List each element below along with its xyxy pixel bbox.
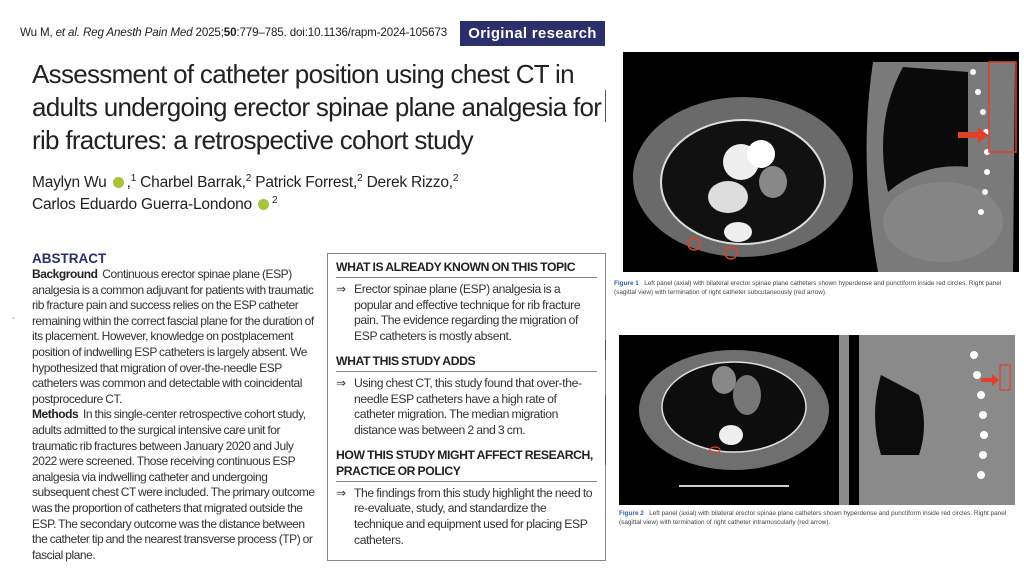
author: Derek Rizzo, [366, 174, 453, 191]
key-heading: WHAT IS ALREADY KNOWN ON THIS TOPIC [336, 260, 597, 278]
sagittal-ct-panel [853, 52, 1019, 272]
figure-2-ct-image[interactable] [619, 335, 1015, 505]
figure-1-ct-image[interactable] [623, 52, 1019, 272]
arrow-icon: ⇒ [336, 375, 346, 390]
column-divider [605, 340, 606, 360]
abstract-background: Continuous erector spinae plane (ESP) analgesia is a common adjuvant for patients with traumatic rib fracture pain and success relies on the ESP catheter remaining within the correct fascial plane for the duration of its placement. However, knowledge on postplacement position of indwelling ESP catheters is largely absent. We hypothesized that migration of over-the-needle ESP catheters was common and detectable with coincidental postprocedure CT. [32, 267, 314, 406]
figure-2-caption: Figure 2 Left panel (axial) with bilateral erector spinae plane catheters shown hyperdense and punctiform inside red circles. Right panel (sagittal view) with termination of right catheter intramuscularly (red arrow). [619, 510, 1007, 526]
sagittal-ct-panel [839, 335, 1015, 505]
citation: Wu M, et al. Reg Anesth Pain Med 2025;50:779–785. doi:10.1136/rapm-2024-105673 [20, 26, 448, 39]
orcid-icon[interactable] [258, 199, 269, 210]
abstract-methods: In this single-center retrospective cohort study, adults admitted to the surgical intensive care unit for traumatic rib fractures between January 2020 and July 2022 were screened. Those receiving continuous ESP analgesia via indwelling catheter and undergoing subsequent chest CT were included. The primary outcome was the proportion of catheters that migrated outside the ESP. The secondary outcome was the distance between the catheter tip and the nearest transverse process (TP) or fascial plane. [32, 407, 315, 562]
key-messages-box [327, 253, 606, 561]
author: Charbel Barrak, [140, 174, 246, 191]
key-heading: WHAT THIS STUDY ADDS [336, 354, 597, 372]
author: Maylyn Wu [32, 174, 107, 191]
axial-ct-panel [639, 350, 829, 487]
axial-ct-panel [633, 97, 853, 259]
author: Patrick Forrest, [255, 174, 358, 191]
orcid-icon[interactable] [113, 177, 124, 188]
key-text: Erector spinae plane (ESP) analgesia is a popular and effective technique for rib fracture pain. The evidence regarding the migration of ESP catheters is mostly absent. [354, 281, 581, 344]
column-divider [605, 395, 606, 465]
abstract-heading: ABSTRACT [32, 251, 107, 266]
article-type-badge: Original research [460, 21, 605, 46]
article-title: Assessment of catheter position using chest CT in adults undergoing erector spinae plane analgesia for rib fractures: a retrospective cohort study [32, 59, 602, 155]
figure-1-caption: Figure 1 Left panel (axial) with bilateral erector spinae plane catheters shown hyperdense and punctiform inside red circles. Right panel (sagittal view) with termination of right catheter subcutaneously (red arrow). [614, 280, 1002, 296]
arrow-icon: ⇒ [336, 281, 346, 296]
key-text: Using chest CT, this study found that over-the-needle ESP catheters have a high rate of catheter migration. The median migration distance was between 2 and 3 cm. [354, 375, 582, 438]
column-divider [605, 90, 606, 122]
arrow-icon: ⇒ [336, 485, 346, 500]
margin-mark: , [12, 311, 15, 320]
author-list: Maylyn Wu ,$^1$ Charbel Barrak,$^2$ Patrick Forrest,$^2$ Derek Rizzo,$^2$ Carlos Eduardo Guerra-Londono $^2$ [32, 172, 459, 213]
key-heading: HOW THIS STUDY MIGHT AFFECT RESEARCH, PRACTICE OR POLICY [336, 448, 597, 482]
abstract: ABSTRACT Background Continuous erector spinae plane (ESP) analgesia is a common adjuvant for patients with traumatic rib fracture pain and success relies on the ESP catheter remaining within the correct fascial plane for the duration of its placement. However, knowledge on postplacement position of indwelling ESP catheters is largely absent. We hypothesized that migration of over-the-needle ESP catheters was common and detectable with coincidental postprocedure CT. Methods In this single-center retrospective cohort study, adults admitted to the surgical intensive care unit for traumatic rib fractures between January 2020 and July 2022 were screened. Those receiving continuous ESP analgesia via indwelling catheter and undergoing subsequent chest CT were included. The primary outcome was the proportion of catheters that migrated outside the ESP. The secondary outcome was the distance between the catheter tip and the nearest transverse process (TP) or fascial plane. [32, 251, 320, 563]
author: Carlos Eduardo Guerra-Londono [32, 196, 252, 213]
key-text: The findings from this study highlight the need to re-evaluate, study, and standardize the technique and equipment used for placing ESP catheters. [354, 485, 593, 547]
